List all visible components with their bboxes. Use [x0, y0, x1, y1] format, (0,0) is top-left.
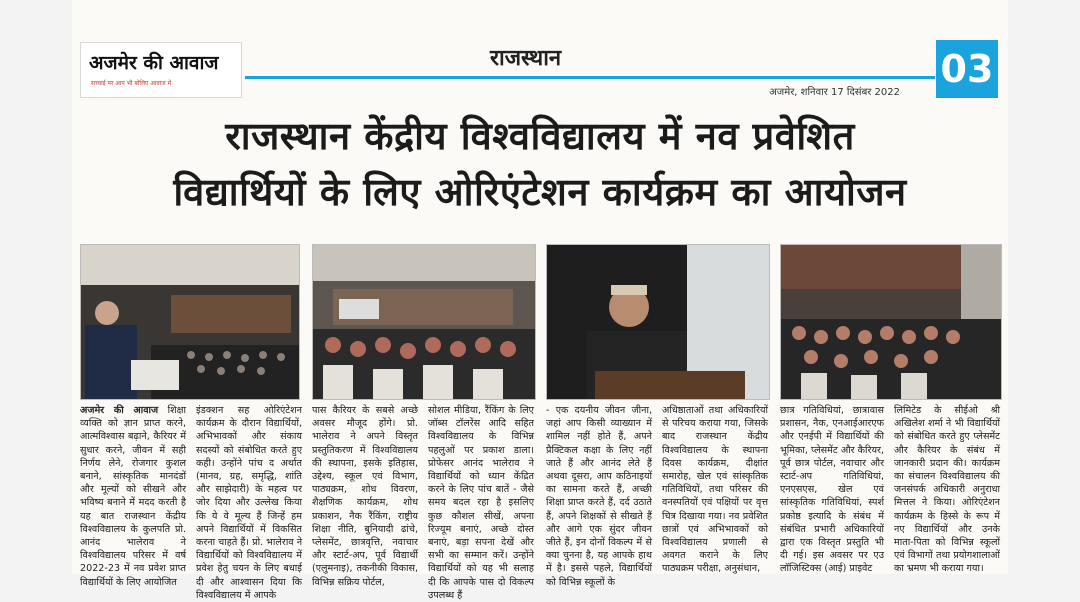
article-column-6: [662, 404, 768, 574]
article-column-2: [196, 404, 303, 601]
header-rule: [245, 76, 935, 79]
newspaper-page: [72, 0, 1008, 601]
column-text: पास कैरियर के सबसे अच्छे अवसर मौजूद होंगे। प्रो. भालेराव ने अपने विस्तृत प्रस्तुतिकरण में विश्वविद्यालय की स्थापना, इसके इतिहास, उद्देश्य, स्कूल एवं विभाग, पाठ्यक्रम, शोध विवरण, शैक्षणिक कार्यक्रम, शोध प्रकाशन, नैक रैंकिंग, राष्ट्रीय शिक्षा नीति, बुनियादी ढांचे, प्लेसमेंट, छात्रवृत्ति, नवाचार और स्टार्ट-अप, पूर्व विद्यार्थी (एलुमनाइ), तकनीकी विकास, विभिन्न सक्रिय पोर्टल,: [312, 405, 418, 588]
article-column-8: [894, 404, 1000, 574]
column-text: शिक्षा व्यक्ति को ज्ञान प्राप्त करने, आत्मविश्वास बढ़ाने, कैरियर में सुधार करने, जीवन में सही निर्णय लेने, रोजगार कुशल बनाने, सांस्कृतिक मानदंडों और मूल्यों को सीखने और भविष्य बनाने में मदद करती है यह बात राजस्थान केंद्रीय विश्वविद्यालय के कुलपति प्रो. आनंद भालेराव ने विश्वविद्यालय परिसर में वर्ष 2022-23 में नव प्रवेश प्राप्त विद्यार्थियों के लिए आयोजित: [80, 405, 186, 588]
column-text: अधिष्ठाताओं तथा अधिकारियों से परिचय कराया गया, जिसके बाद राजस्थान केंद्रीय विश्वविद्यालय के स्थापना दिवस कार्यक्रम, दीक्षांत समारोह, खेल एवं सांस्कृतिक गतिविधियों, तथा परिसर की वनस्पतियों एवं पक्षियों पर वृत्त चित्र दिखाया गया। नव प्रवेशित छात्रों एवं अभिभावकों को विश्वविद्यालय प्रणाली से अवगत कराने के लिए पाठ्यक्रम परीक्षा, अनुसंधान,: [662, 405, 768, 575]
article-column-1: [80, 404, 186, 588]
masthead: [80, 40, 1000, 100]
article-column-5: [546, 404, 652, 588]
article-column-3: [312, 404, 418, 588]
page-number: 03: [936, 40, 998, 98]
column-text: इंडक्शन सह ओरिएंटेशन कार्यक्रम के दौरान विद्यार्थियों, अभिभावकों और संकाय सदस्यों को संबोधित करते हुए कही। उन्होंने पांच द अर्थात (मानव, ग्रह, समृद्धि, शांति और साझेदारी) के महत्व पर जोर दिया और उल्लेख किया कि ये वे मूल्य हैं जिन्हें हम अपने विद्यार्थियों में विकसित करना चाहते हैं। प्रो. भालेराव ने विद्यार्थियों को विश्वविद्यालय में प्रवेश हेतु चयन के लिए बधाई दी और आश्वासन दिया कि विश्वविद्यालय में आपके: [196, 405, 303, 601]
section-title: राजस्थान: [490, 46, 562, 71]
headline-line-1: राजस्थान केंद्रीय विश्वविद्यालय में नव प्रवेशित: [225, 114, 855, 158]
article-column-7: [780, 404, 884, 574]
headline-line-2: विद्यार्थियों के लिए ओरिएंटेशन कार्यक्रम का आयोजन: [173, 170, 907, 214]
speaker-at-podium-photo: [80, 244, 300, 400]
column-text: - एक दयनीय जीवन जीना, जहां आप किसी व्याख्यान में शामिल नहीं होते हैं, अपने प्रैक्टिकल कक्षा के लिए नहीं जाते हैं और आनंद लेते हैं अथवा दूसरा, आप कठिनाइयों का सामना करते हैं, अच्छी शिक्षा प्राप्त करते हैं, दर्द उठाते हैं, अपने शिक्षकों से सीखते हैं और आगे एक सुंदर जीवन जीते हैं, इन दोनों विकल्प में से क्या चुनना है, यह आपके हाथ में है। इससे पहले, विद्यार्थियों को विभिन्न स्कूलों के: [546, 405, 652, 588]
column-text: सोशल मीडिया, रैंकिंग के लिए जॉब्स टॉलरेंस आदि सहित विश्वविद्यालय के विभिन्न पहलुओं पर प्रकाश डाला। प्रोफेसर आनंद भालेराव ने विद्यार्थियों को ध्यान केंद्रित करने के लिए पांच बातें - जैसे समय बदल रहा है इसलिए कुछ कौशल सीखें, अपना रिज्यूम बनाएं, अच्छे दोस्त बनाएं, बड़ा सपना देखें और सभी का सम्मान करें। उन्होंने विद्यार्थियों को यह भी सलाह दी कि आपके पास दो विकल्प उपलब्ध हैं: [428, 405, 534, 601]
article-column-4: [428, 404, 534, 601]
column-text: लिमिटेड के सीईओ श्री अखिलेश शर्मा ने भी विद्यार्थियों को संबोधित करते हुए प्लेसमेंट और कैरियर के संबंध में जानकारी प्रदान की। कार्यक्रम का संचालन विश्वविद्यालय की जनसंपर्क अधिकारी अनुराधा मित्तल ने किया। ओरिएंटेशन कार्यक्रम के हिस्से के रूप में नए विद्यार्थियों और उनके माता-पिता को विभिन्न स्कूलों एवं विभागों तथा प्रयोगशालाओं का भ्रमण भी कराया गया।: [894, 405, 1000, 575]
logo-title: अजमेर की आवाज: [89, 52, 219, 74]
logo-tagline: सच्चाई पर आप भी बोलिए आवाज में: [91, 80, 172, 87]
byline: अजमेर की आवाज: [80, 405, 159, 416]
column-text: छात्र गतिविधियां, छात्रावास प्रशासन, नैक, एनआईआरएफ और एनईपी में विद्यार्थियों की भूमिका, प्लेसमेंट और कैरियर, पूर्व छात्र पोर्टल, नवाचार और स्टार्ट-अप गतिविधियां, एनएसएस, खेल एवं सांस्कृतिक गतिविधियां, स्पर्श प्रकोष्ठ इत्यादि के संबंध में संबंधित प्रभारी अधिकारियों द्वारा एक विस्तृत प्रस्तुति भी दी गई। इस अवसर पर एउ लॉजिस्टिक्स (आई) प्राइवेट: [780, 405, 884, 575]
hall-audience-photo: [780, 244, 1002, 400]
auditorium-audience-photo: [312, 244, 536, 400]
logo: [80, 42, 242, 98]
dateline: अजमेर, शनिवार 17 दिसंबर 2022: [769, 87, 900, 98]
speaker-with-microphone-photo: [546, 244, 770, 400]
headline: [72, 108, 1008, 220]
